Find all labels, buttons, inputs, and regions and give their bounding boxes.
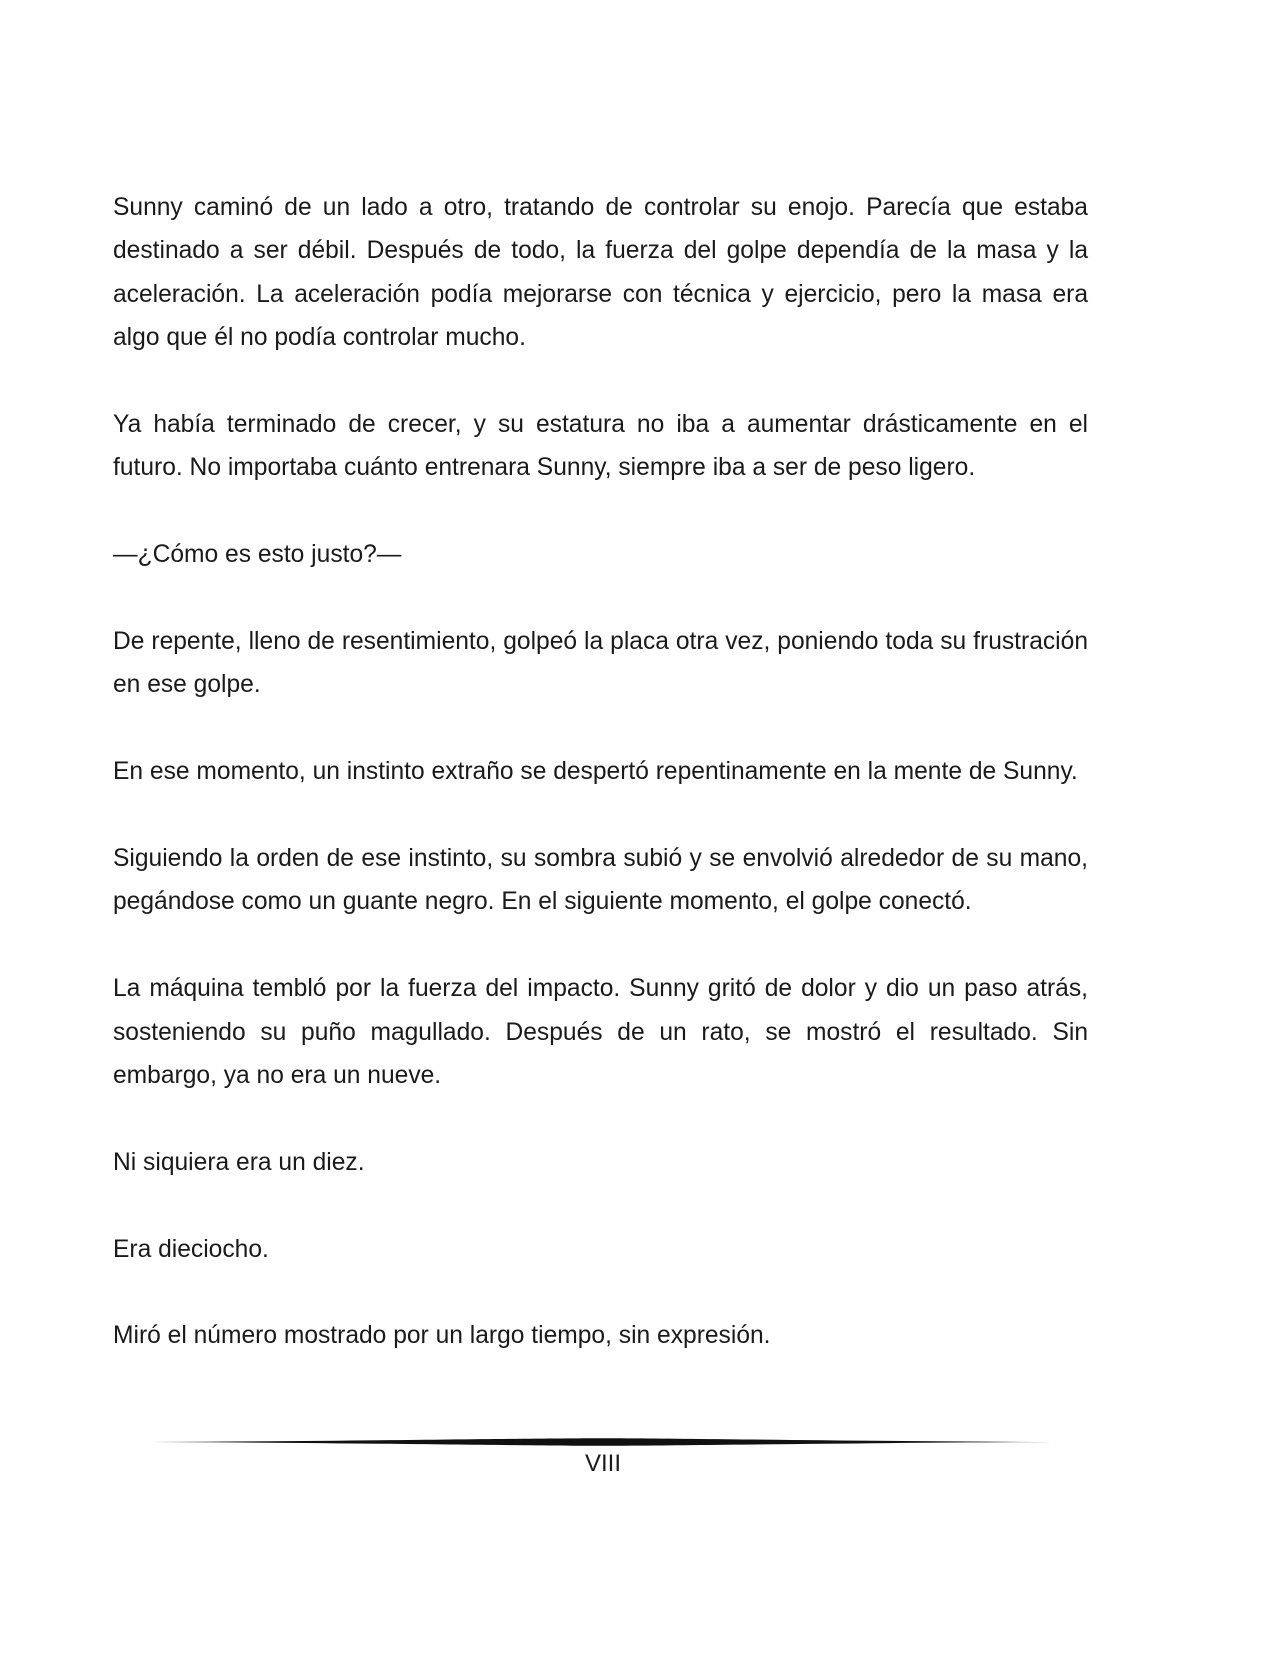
footer-divider	[152, 1437, 1052, 1447]
paragraph: —¿Cómo es esto justo?—	[113, 541, 402, 569]
paragraph: De repente, lleno de resentimiento, golpeó la placa otra vez, poniendo toda su frustración en ese golpe.	[113, 628, 1088, 699]
paragraph: En ese momento, un instinto extraño se despertó repentinamente en la mente de Sunny.	[113, 758, 1078, 786]
page-number: VIII	[584, 1450, 621, 1477]
paragraph: La máquina tembló por la fuerza del impacto. Sunny gritó de dolor y dio un paso atrás, sosteniendo su puño magullado. Después de un rato, se mostró el resultado. Sin embargo, ya no era un nueve.	[113, 975, 1088, 1090]
paragraph: Ni siquiera era un diez.	[113, 1148, 365, 1176]
paragraph: Sunny caminó de un lado a otro, tratando de controlar su enojo. Parecía que estaba destinado a ser débil. Después de todo, la fuerza del golpe dependía de la masa y la aceleración. La aceleración podía mejorarse con técnica y ejercicio, pero la masa era algo que él no podía controlar mucho.	[113, 194, 1088, 352]
body-text	[113, 186, 1088, 1358]
divider-stroke	[152, 1438, 1052, 1446]
paragraph: Miró el número mostrado por un largo tiempo, sin expresión.	[113, 1322, 771, 1350]
paragraph: Era dieciocho.	[113, 1235, 269, 1263]
paragraph: Ya había terminado de crecer, y su estatura no iba a aumentar drásticamente en el futuro. No importaba cuánto entrenara Sunny, siempre iba a ser de peso ligero.	[113, 411, 1088, 482]
paragraph: Siguiendo la orden de ese instinto, su sombra subió y se envolvió alrededor de su mano, pegándose como un guante negro. En el siguiente momento, el golpe conectó.	[113, 845, 1088, 916]
